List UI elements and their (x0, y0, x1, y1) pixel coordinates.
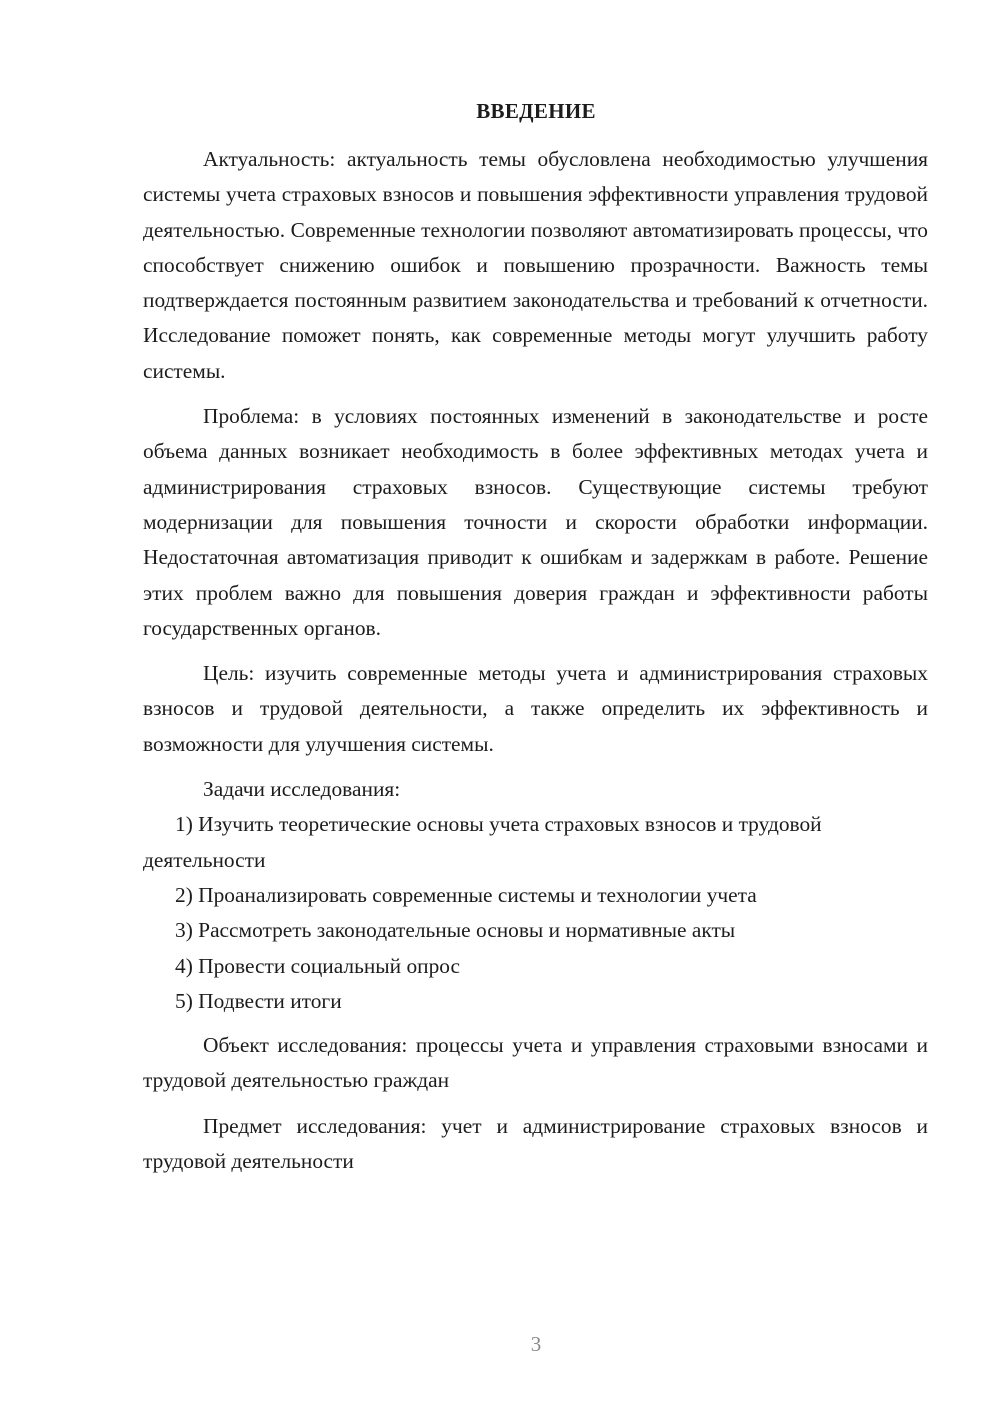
page-number: 3 (530, 1332, 542, 1356)
task-item-4: 4) Провести социальный опрос (175, 953, 461, 978)
tasks-heading: Задачи исследования: (203, 777, 401, 802)
tasks-list (143, 807, 928, 1019)
paragraph-subject: Предмет исследования: учет и администрирование страховых взносов и трудовой деятельности (143, 1113, 928, 1174)
paragraph-goal: Цель: изучить современные методы учета и администрирования страховых взносов и трудовой деятельности, а также определить их эффективность и возможности для улучшения системы. (143, 661, 928, 756)
task-item-5: 5) Подвести итоги (175, 988, 342, 1013)
paragraph-problem: Проблема: в условиях постоянных изменений в законодательстве и росте объема данных возникает необходимость в более эффективных методах учета и администрирования страховых взносов. Существующие системы требуют модернизации для повышения точности и скорости обработки информации. Недостаточная автоматизация приводит к ошибкам и задержкам в работе. Решение этих проблем важно для повышения доверия граждан и эффективности работы государственных органов. (143, 404, 928, 640)
paragraph-object: Объект исследования: процессы учета и управления страховыми взносами и трудовой деятельностью граждан (143, 1033, 928, 1093)
task-item-2: 2) Проанализировать современные системы и технологии учета (175, 882, 757, 907)
task-item-1: 1) Изучить теоретические основы учета страховых взносов и трудовой деятельности (143, 812, 822, 872)
paragraph-relevance: Актуальность: актуальность темы обусловлена необходимостью улучшения системы учета страховых взносов и повышения эффективности управления трудовой деятельностью. Современные технологии позволяют автоматизировать процессы, что способствует снижению ошибок и повышению прозрачности. Важность темы подтверждается постоянным развитием законодательства и требований к отчетности. Исследование поможет понять, как современные методы могут улучшить работу системы. (143, 147, 928, 383)
task-item-3: 3) Рассмотреть законодательные основы и нормативные акты (175, 918, 736, 943)
document-body (143, 142, 928, 1179)
page-title: ВВЕДЕНИЕ (476, 99, 596, 123)
